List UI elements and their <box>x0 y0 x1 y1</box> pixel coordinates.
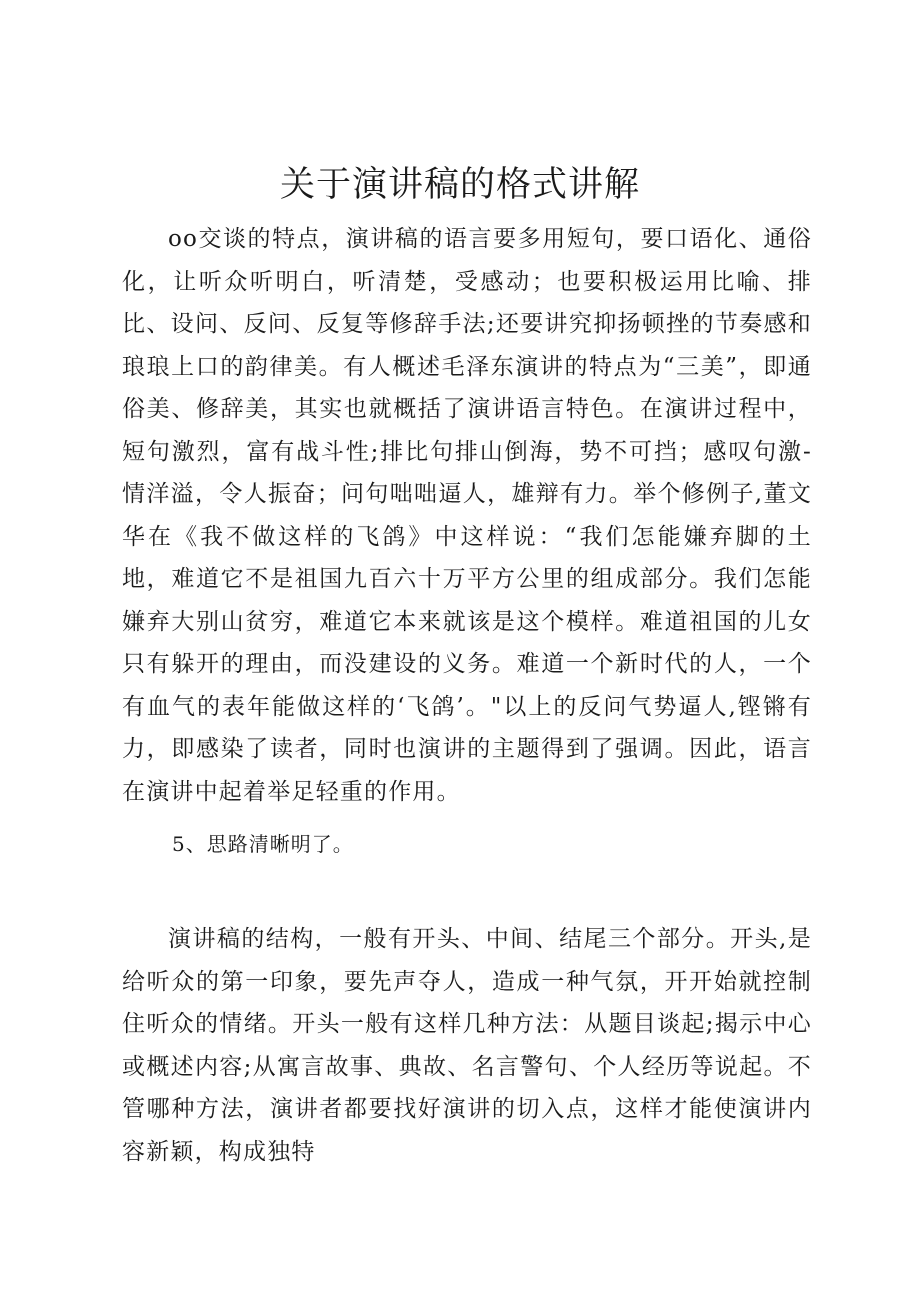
paragraph-language-features: oo交谈的特点，演讲稿的语言要多用短句，要口语化、通俗化，让听众听明白，听清楚，受感动；也要积极运用比喻、排比、设问、反问、反复等修辞手法;还要讲究抑扬顿挫的节奏感和琅琅上口的韵律美。有人概述毛泽东演讲的特点为“三美”，即通俗美、修辞美，其实也就概括了演讲语言特色。在演讲过程中，短句激烈，富有战斗性;排比句排山倒海，势不可挡；感叹句激-情洋溢，令人振奋；问句咄咄逼人，雄辩有力。举个修例子,董文华在《我不做这样的飞鸽》中这样说：“我们怎能嫌弃脚的土地，难道它不是祖国九百六十万平方公里的组成部分。我们怎能嫌弃大别山贫穷，难道它本来就该是这个模样。难道祖国的儿女只有躲开的理由，而没建设的义务。难道一个新时代的人，一个有血气的表年能做这样的‘飞鸽’。"以上的反问气势逼人,铿锵有力，即感染了读者，同时也演讲的主题得到了强调。因此，语言在演讲中起着举足轻重的作用。 <box>122 226 812 805</box>
document-title: 关于演讲稿的格式讲解 <box>279 165 640 205</box>
list-item-heading: 5、思路清晰明了。 <box>172 832 354 856</box>
paragraph-structure: 演讲稿的结构，一般有开头、中间、结尾三个部分。开头,是给听众的第一印象，要先声夺人，造成一种气氛，开开始就控制住听众的情绪。开头一般有这样几种方法：从题目谈起;揭示中心或概述内容;从寓言故事、典故、名言警句、个人经历等说起。不管哪种方法，演讲者都要找好演讲的切入点，这样才能使演讲内容新颖，构成独特 <box>122 926 812 1165</box>
